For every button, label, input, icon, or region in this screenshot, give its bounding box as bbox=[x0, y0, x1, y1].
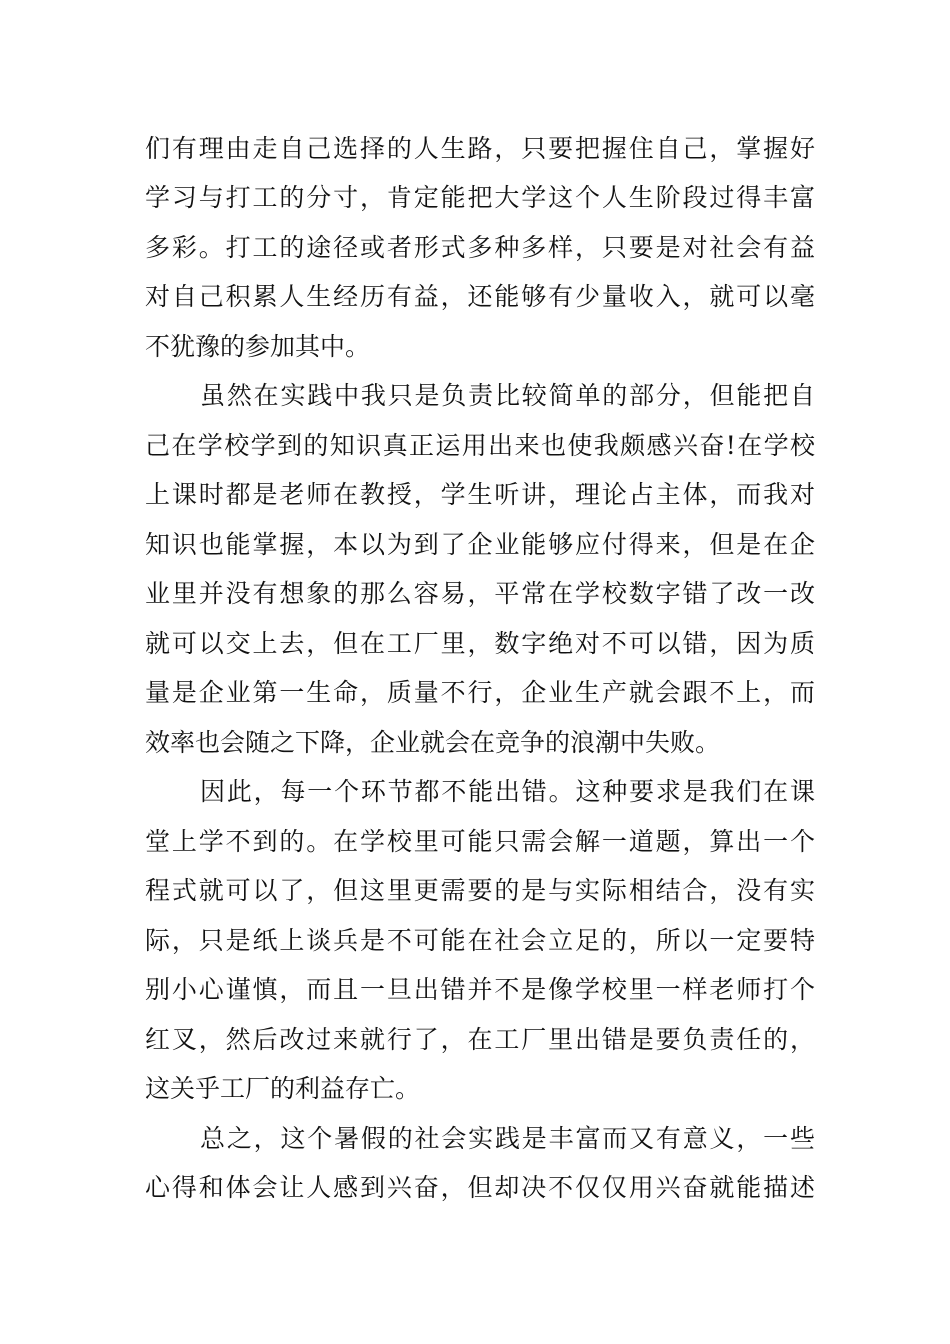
text-line: 这关乎工厂的利益存亡。 bbox=[145, 1074, 421, 1103]
text-line: 对自己积累人生经历有益，还能够有少量收入，就可以毫 bbox=[145, 282, 815, 311]
text-line: 学习与打工的分寸，肯定能把大学这个人生阶段过得丰富 bbox=[145, 183, 815, 212]
text-line: 效率也会随之下降，企业就会在竞争的浪潮中失败。 bbox=[145, 728, 721, 757]
text-line: 己在学校学到的知识真正运用出来也使我颇感兴奋!在学校 bbox=[145, 431, 815, 460]
text-line: 不犹豫的参加其中。 bbox=[145, 332, 371, 361]
paragraph-first-line: 总之，这个暑假的社会实践是丰富而又有意义，一些 bbox=[200, 1124, 815, 1153]
paragraph-first-line: 因此，每一个环节都不能出错。这种要求是我们在课 bbox=[200, 777, 815, 806]
text-line: 红叉，然后改过来就行了，在工厂里出错是要负责任的， bbox=[145, 1025, 815, 1054]
text-line: 多彩。打工的途径或者形式多种多样，只要是对社会有益 bbox=[145, 233, 815, 262]
text-line: 别小心谨慎，而且一旦出错并不是像学校里一样老师打个 bbox=[145, 975, 815, 1004]
text-line: 程式就可以了，但这里更需要的是与实际相结合，没有实 bbox=[145, 876, 815, 905]
text-line: 就可以交上去，但在工厂里，数字绝对不可以错，因为质 bbox=[145, 629, 815, 658]
text-line: 际，只是纸上谈兵是不可能在社会立足的，所以一定要特 bbox=[145, 926, 815, 955]
text-line: 上课时都是老师在教授，学生听讲，理论占主体，而我对 bbox=[145, 480, 815, 509]
text-line: 堂上学不到的。在学校里可能只需会解一道题，算出一个 bbox=[145, 827, 815, 856]
text-line: 业里并没有想象的那么容易，平常在学校数字错了改一改 bbox=[145, 579, 815, 608]
text-line: 心得和体会让人感到兴奋，但却决不仅仅用兴奋就能描述 bbox=[145, 1173, 815, 1202]
text-line: 量是企业第一生命，质量不行，企业生产就会跟不上，而 bbox=[145, 678, 815, 707]
text-line: 知识也能掌握，本以为到了企业能够应付得来，但是在企 bbox=[145, 530, 815, 559]
paragraph-first-line: 虽然在实践中我只是负责比较简单的部分，但能把自 bbox=[200, 381, 815, 410]
text-line: 们有理由走自己选择的人生路，只要把握住自己，掌握好 bbox=[145, 134, 815, 163]
